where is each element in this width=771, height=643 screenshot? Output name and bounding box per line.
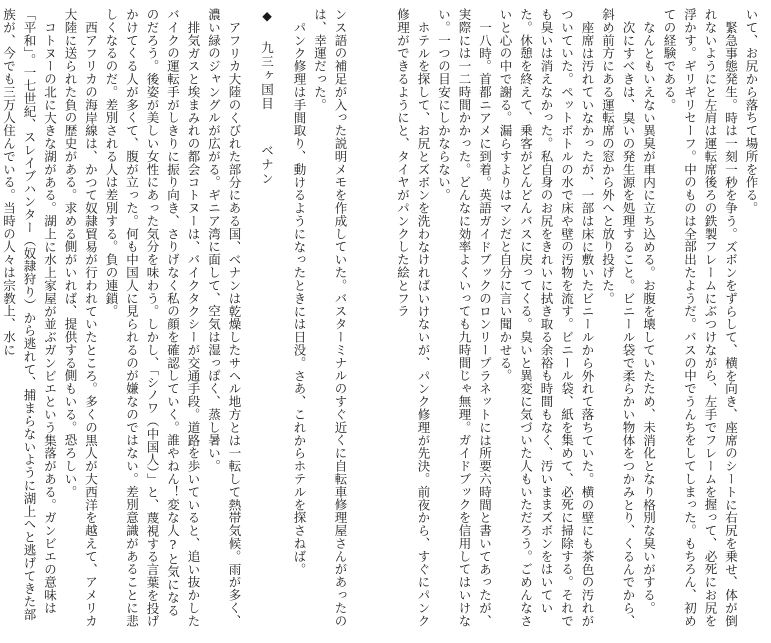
paragraph: アフリカ大陸のくびれた部分にある国、ベナンは乾燥したサヘル地方とは一転して熱帯気候。雨が多く、濃い緑のジャングルが広がる。ギニア湾に面して、空気は湿っぽく、蒸し暑い。 bbox=[206, 8, 242, 627]
paragraph: ホテルを探して、お尻とズボンを洗わなければいけないが、パンク修理が先決。前夜から、すぐにパンク修理ができるようにと、タイヤがパンクした絵とフラ bbox=[395, 8, 431, 627]
paragraph: 座席は汚れていなかったが、一部は床に敷いたビニールから外れて落ちていた。横の壁にも茶色の汚れがついていた。ペットボトルの水で床や壁の汚物を流す。ビニール袋、紙を集めて、必死に掃除する。それでも臭いは消えなかった。私自身のお尻をきれいに拭き取る余裕も時間もなく、汚いままズボンをはいていた。休憩を終えて、乗客がどんどんバスに戻ってくる。臭いと異変に気づいた人もいただろう。ごめんなさいと心の中で謝る。漏らすよりはマシだと自分に言い聞かせる。 bbox=[498, 8, 595, 628]
paragraph: 緊急事態発生。時は一刻一秒を争う。ズボンをずらして、横を向き、座席のシートに右尻を乗せ、体が倒れないようにと左肩は運転席後ろの鉄製フレームにぶつけながら、左手でフレームを握って、必死にお尻を浮かす。ギリギリセーフ。中のものは全部出たようだ。バスの中でうんちをしてしまった。もちろん、初めての経験である。 bbox=[662, 8, 739, 628]
paragraph: 西アフリカの海岸線は、かつて奴隷貿易が行われていたところ。多くの黒人が大西洋を越えて、アメリカ大陸に送られた負の歴史がある。求める側がいれば、提供する側もいる。恐ろしい。 bbox=[63, 8, 99, 627]
section-country: ベナン bbox=[259, 144, 275, 186]
paragraph: なんともいえない異臭が車内に立ち込める。お腹を壊していたため、未消化となり格別な臭いがする。 bbox=[641, 20, 657, 614]
paragraph: 一八時。首都ニアメに到着。英語ガイドブックのロンリープラネットには所要六時間と書いてあったが、実際には一二時間かかった。どんなに効率よくいっても九時間じゃ無理。ガイドブックを信用してはいけない。一つの目安にしかならない。 bbox=[436, 8, 493, 628]
paragraph: 排気ガスと埃まみれの都会コトヌーは、バイクタクシーが交通手段。道路を歩いていると、追い抜かしたバイクの運転手がしきりに振り向き、さりげなく私の顔を確認していく。誰やねん！変な人?と気になるのだろう。後姿が美しい女性にあった気分を味わう。しかし、「シノワ（中国人）」と、蔑視する言葉を投げかけてくる人が多くて、腹が立った。何も中国人に見られるのが嫌なのではない。差別意識があることに悲しくなるのだ。差別される人は差別する。負の連鎖。 bbox=[104, 8, 201, 628]
section-number: 九三ヶ国目 bbox=[259, 41, 275, 111]
paragraph: ンス語の補足が入った説明メモを作成していた。バスターミナルのすぐ近くに自転車修理屋さんがあったのは、幸運だった。 bbox=[312, 8, 348, 628]
section-heading bbox=[256, 8, 277, 628]
paragraph: いて、お尻から落ちて場所を作る。 bbox=[744, 8, 759, 215]
paragraph: コトヌーの北に大きな湖がある。湖上に水上家屋が並ぶガンビエという集落がある。ガンビエの意味は「平和」。一七世紀、スレイブハンター（奴隷狩り）から逃れて、捕まらないように湖上へと逃げてきた部族が、今でも三万人住んでいる。当時の人々は宗教上、水に bbox=[1, 8, 58, 621]
text-block-left bbox=[1, 8, 350, 628]
paragraph: 次にすべきは、臭いの発生源を処理すること。ビニール袋で柔らかい物体をつかみとり、くるんでから、斜め前方にある運転席の窓から外へと放り投げた。 bbox=[600, 8, 636, 627]
diamond-bullet-icon: ◆ bbox=[259, 8, 275, 25]
paragraph: パンク修理は手間取り、動けるようになったときには日没。さあ、これからホテルを探さねば。 bbox=[292, 20, 307, 576]
text-block-right bbox=[395, 8, 761, 628]
